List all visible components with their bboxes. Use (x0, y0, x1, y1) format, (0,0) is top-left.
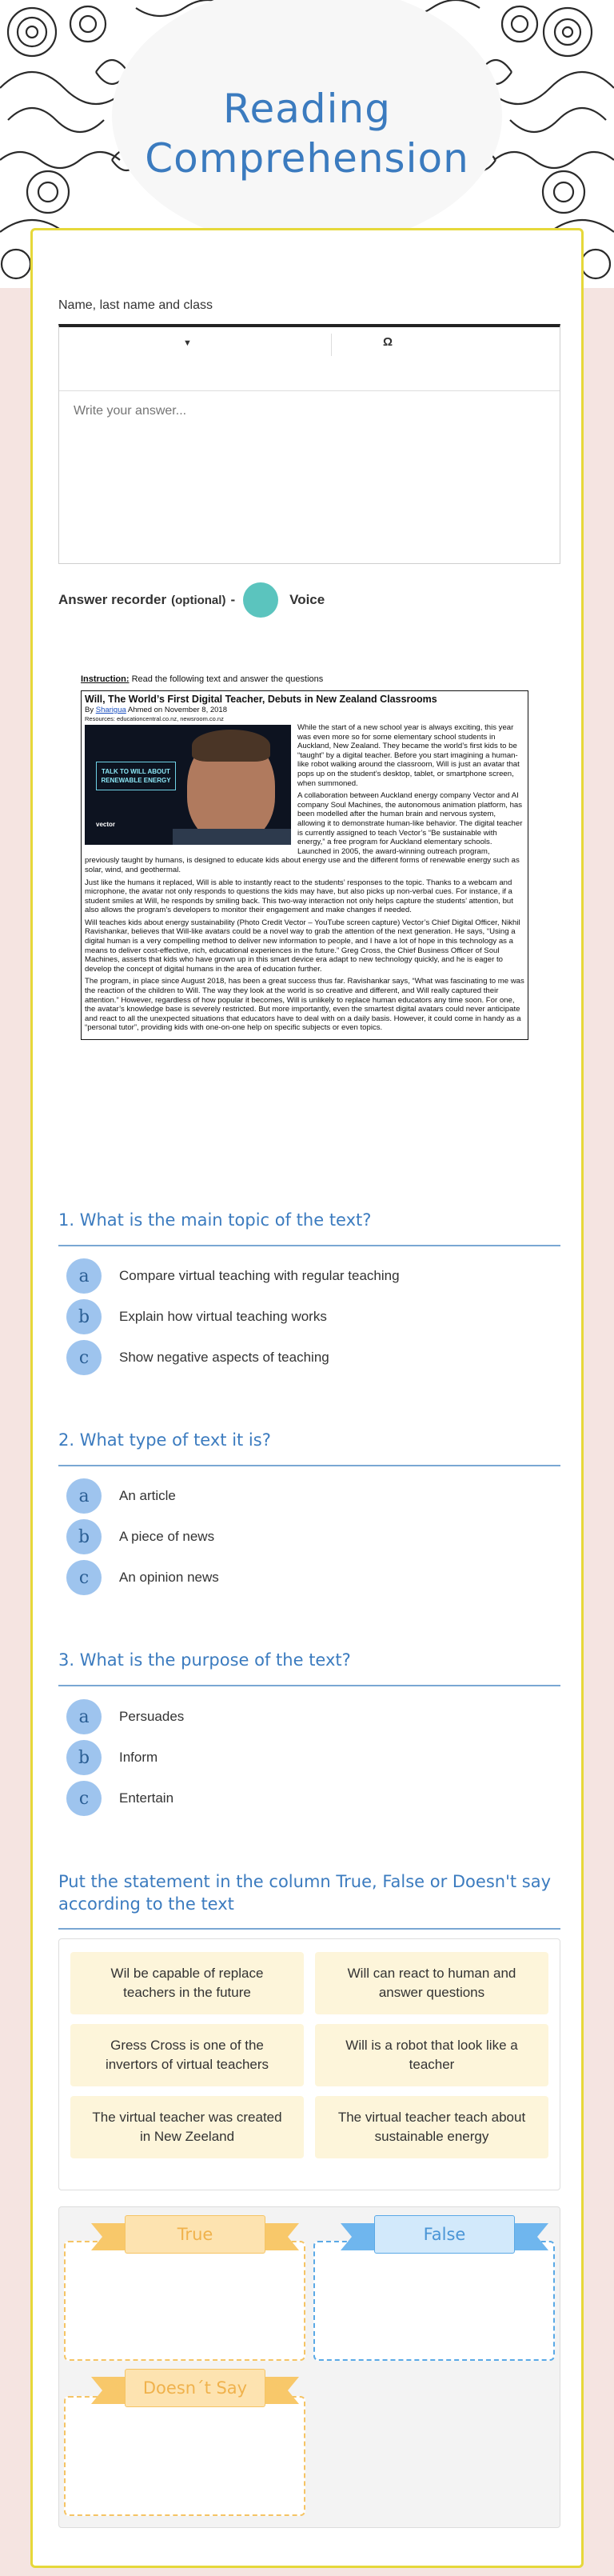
statement-cards-area (58, 1938, 560, 2190)
statement-card[interactable]: The virtual teacher was created in New Zeeland (70, 2096, 304, 2158)
option-text: Show negative aspects of teaching (119, 1350, 329, 1365)
article-paragraph: The program, in place since August 2018, has been a great success thus far. Ravishankar says, “What was fascinating to me was the reaction of the children to Will. The way they look at the world is so creative and different, and Will really captured their attention.” However, regardless of how popular it becomes, Will is unlikely to replace human educators any time soon. For one, the avatar’s knowledge base is severely restricted. But more importantly, even the smartest digital avatars could never anticipate and react to all the unexpected situations that educators have to deal with on a daily basis. However, it could come in handy as a “personal tutor”, providing kids with one-on-one help on specific subjects or even topics. (85, 977, 524, 1033)
special-character-button[interactable]: Ω (383, 335, 393, 349)
question-3-option-a[interactable] (66, 1699, 184, 1734)
question-divider (58, 1245, 560, 1246)
recorder-optional: (optional) (171, 593, 226, 607)
question-3-option-b[interactable] (66, 1740, 157, 1775)
question-2-title: 2. What type of text it is? (58, 1430, 271, 1450)
option-text: Inform (119, 1750, 158, 1765)
record-button[interactable] (243, 582, 278, 618)
option-text: An opinion news (119, 1570, 219, 1585)
reading-article (81, 674, 528, 1040)
doesnt-say-ribbon (91, 2367, 299, 2406)
question-1-option-a[interactable] (66, 1258, 400, 1294)
name-label: Name, last name and class (58, 298, 213, 312)
instruction-label: Instruction: (81, 674, 130, 684)
teacher-avatar-image (85, 725, 291, 845)
title-line-1: Reading (223, 86, 391, 132)
sorting-drop-area (58, 2206, 560, 2528)
worksheet (30, 228, 584, 2568)
question-2-option-c[interactable] (66, 1560, 219, 1595)
question-divider (58, 1685, 560, 1686)
option-letter: b (66, 1740, 102, 1775)
article-paragraph: Just like the humans it replaced, Will is able to instantly react to the students’ responses to the topic. Thanks to a webcam and microphone, the avatar not only responds to questions the kids may have, but also picks up non-verbal cues. For instance, if a student smiles at Will, he responds by smiling back. This two-way interaction not only helps capture the students’ attention, but also allows the program’s developers to monitor their engagement and make changes if needed. (85, 878, 513, 915)
recorder-label: Answer recorder (58, 592, 167, 607)
ribbon-tail-left (91, 2223, 126, 2250)
doesnt-say-label: Doesn´t Say (125, 2369, 265, 2407)
answer-recorder (58, 582, 325, 618)
option-text: A piece of news (119, 1529, 215, 1544)
option-letter: b (66, 1519, 102, 1554)
option-text: Persuades (119, 1709, 185, 1724)
page-title (0, 84, 614, 183)
doesnt-say-drop-zone[interactable] (64, 2396, 305, 2516)
option-letter: a (66, 1258, 102, 1294)
title-line-2: Comprehension (145, 135, 469, 182)
question-3-option-c[interactable] (66, 1781, 173, 1816)
option-letter: a (66, 1478, 102, 1514)
option-letter: c (66, 1560, 102, 1595)
option-text: Entertain (119, 1790, 174, 1806)
answer-input[interactable] (59, 391, 560, 559)
editor-toolbar (59, 327, 560, 391)
article-box (81, 690, 528, 1040)
instruction-text: Read the following text and answer the questions (131, 674, 324, 684)
article-title: Will, The World’s First Digital Teacher, Debuts in New Zealand Classrooms (85, 694, 437, 705)
instruction (81, 674, 528, 684)
question-1-option-b[interactable] (66, 1299, 327, 1334)
option-letter: b (66, 1299, 102, 1334)
option-text: Explain how virtual teaching works (119, 1309, 327, 1324)
ribbon-tail-left (91, 2377, 126, 2404)
article-paragraph: While the start of a new school year is always exciting, this year was even more so for some elementary school students in Auckland, New Zealand. They became the world’s first kids to be “taught” by a digital teacher. Before you start imagining a human-like robot walking around the classroom, Will is just an avatar that pops up on the student’s desktop, tablet, or smartphone screen, when summoned. (297, 723, 520, 788)
true-drop-zone[interactable] (64, 2241, 305, 2361)
question-divider (58, 1465, 560, 1466)
question-2-option-a[interactable] (66, 1478, 176, 1514)
option-text: An article (119, 1488, 176, 1503)
avatar-shirt (173, 829, 291, 845)
ribbon-tail-right (513, 2223, 548, 2250)
article-resources: Resources: educationcentral.co.nz, newsroom.co.nz (85, 715, 224, 722)
sorting-title: Put the statement in the column True, False or Doesn't say according to the text (58, 1872, 551, 1914)
question-1-title: 1. What is the main topic of the text? (58, 1210, 372, 1230)
sorting-divider (58, 1928, 560, 1930)
ribbon-tail-right (264, 2377, 299, 2404)
question-2-option-b[interactable] (66, 1519, 214, 1554)
toolbar-divider (331, 334, 332, 356)
article-paragraph: A collaboration between Auckland energy company Vector and AI company Soul Machines, the autonomous animation platform, has been modelled after the human brain and nervous system, allowing it to demonstrate human-like behavior. The digital teacher is currently assigned to teach Vector’s “Be sustainable with energy,” a free program for Auckland elementary schools. Launched in 2005, the award-winning outreach program, previously taught by humans, is designed to educate kids about energy use and the different forms of renewable energy such as solar, wind, and geothermal. (85, 791, 523, 874)
false-drop-zone[interactable] (313, 2241, 555, 2361)
true-label: True (125, 2215, 265, 2254)
recorder-dash: - (230, 592, 236, 607)
option-text: Compare virtual teaching with regular teaching (119, 1268, 400, 1283)
statement-card[interactable]: The virtual teacher teach about sustainable energy (315, 2096, 548, 2158)
article-paragraph: Will teaches kids about energy sustainability (Photo Credit Vector – YouTube screen capture) Vector’s Chief Digital Officer, Nikhil Ravishankar, believes that Will-like avatars could be a novel way to grab the attention of the next generation. He says, “Using a digital human is a very compelling method to deliver new information to people, and I have a lot of hope in this technology as a means to deliver cost-effective, rich, educational experiences in the future.” Greg Cross, the Chief Business Officer of Soul Machines, asserts that kids who have grown up in this smart device era adapt to new technology quickly, and he is eager to develop the concept of digital humans in the area of education further. (85, 918, 520, 974)
answer-editor (58, 324, 560, 564)
ribbon-tail-left (341, 2223, 376, 2250)
question-3-title: 3. What is the purpose of the text? (58, 1650, 351, 1670)
option-letter: a (66, 1699, 102, 1734)
image-banner: TALK TO WILL ABOUT RENEWABLE ENERGY (96, 762, 176, 790)
option-letter: c (66, 1781, 102, 1816)
true-ribbon (91, 2214, 299, 2252)
byline-suffix: Ahmed on November 8, 2018 (127, 706, 227, 714)
statement-card[interactable]: Gress Cross is one of the invertors of virtual teachers (70, 2024, 304, 2086)
byline-prefix: By (85, 706, 94, 714)
option-letter: c (66, 1340, 102, 1375)
author-link[interactable]: Sharigua (95, 706, 126, 714)
vector-logo: vector (96, 821, 116, 828)
ribbon-tail-right (264, 2223, 299, 2250)
false-ribbon (341, 2214, 548, 2252)
statement-card[interactable]: Will can react to human and answer questions (315, 1952, 548, 2014)
statement-card[interactable]: Will is a robot that look like a teacher (315, 2024, 548, 2086)
avatar-hair (192, 730, 270, 762)
font-dropdown-icon[interactable]: ▼ (183, 338, 192, 348)
article-byline (85, 706, 524, 715)
voice-label: Voice (289, 592, 325, 607)
statement-card[interactable]: Wil be capable of replace teachers in the future (70, 1952, 304, 2014)
question-1-option-c[interactable] (66, 1340, 329, 1375)
false-label: False (374, 2215, 515, 2254)
